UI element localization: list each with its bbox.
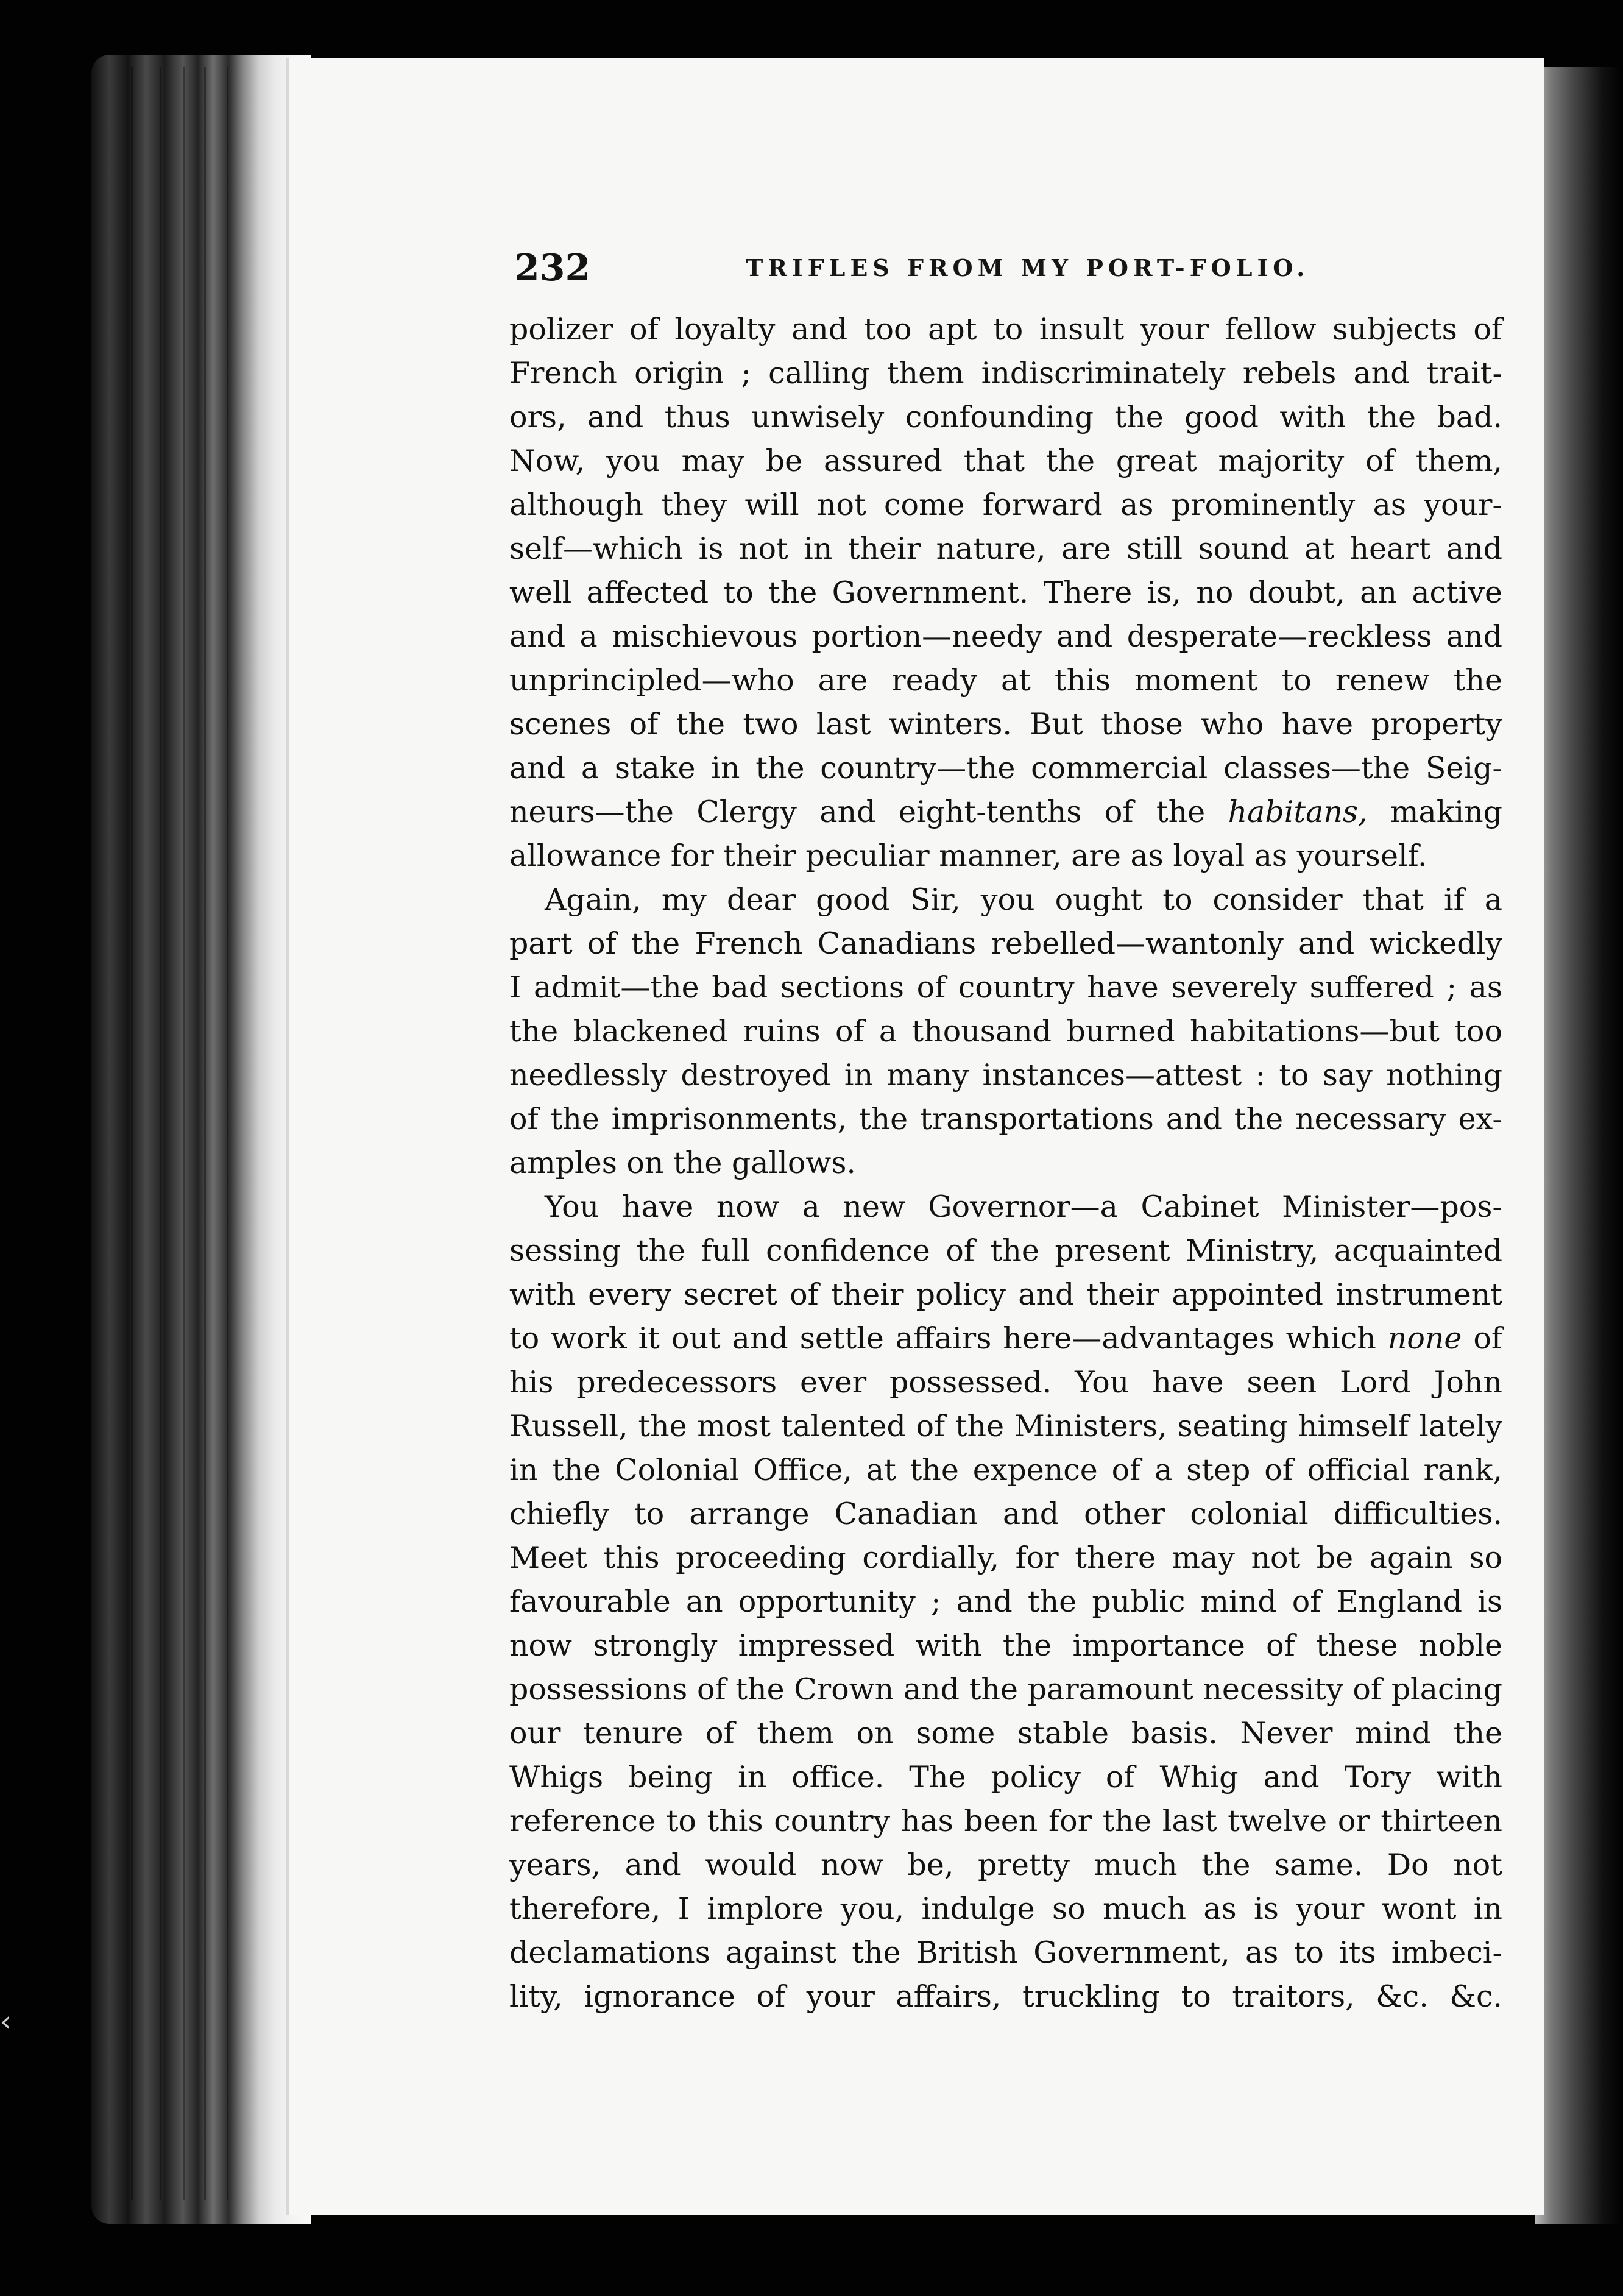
text-line: needlessly destroyed in many instances—attest : to say nothing [509,1058,1502,1093]
body-text [509,308,1502,2019]
text-line: our tenure of them on some stable basis. Never mind the [509,1716,1502,1751]
text-line: years, and would now be, pretty much the same. Do not [509,1848,1502,1882]
paragraph-start-line: You have now a new Governor—a Cabinet Minister—pos- [545,1189,1502,1224]
text-line: amples on the gallows. [509,1146,856,1180]
text-line: well affected to the Government. There is, no doubt, an active [509,575,1502,610]
italic-none: none [1387,1321,1462,1356]
text-line: in the Colonial Office, at the expence of a step of official rank, [509,1453,1502,1487]
text-line: lity, ignorance of your affairs, truckling to traitors, &c. &c. [509,1979,1502,2014]
text-line: part of the French Canadians rebelled—wantonly and wickedly [509,926,1502,961]
text-line: possessions of the Crown and the paramount necessity of placing [509,1672,1502,1707]
page-sheet [286,58,1544,2215]
text-segment: making [1367,795,1502,829]
text-line: of the imprisonments, the transportations and the necessary ex- [509,1102,1502,1136]
text-line: chiefly to arrange Canadian and other colonial difficulties. [509,1497,1502,1531]
text-line: French origin ; calling them indiscriminately rebels and trait- [509,356,1502,391]
page-edge-line [227,67,228,2200]
text-line: and a stake in the country—the commercial classes—the Seig- [509,751,1502,785]
text-line: ors, and thus unwisely confounding the good with the bad. [509,400,1502,434]
text-line: Whigs being in office. The policy of Whig and Tory with [509,1760,1502,1795]
text-line: declamations against the British Government, as to its imbeci- [509,1935,1502,1970]
text-line: his predecessors ever possessed. You have seen Lord John [509,1365,1502,1400]
text-line: Now, you may be assured that the great majority of them, [509,444,1502,478]
italic-habitans: habitans, [1228,795,1368,829]
margin-mark: ‹ [0,2005,12,2038]
running-head-title: TRIFLES FROM MY PORT-FOLIO. [746,254,1310,282]
text-line: I admit—the bad sections of country have severely suffered ; as [509,970,1502,1005]
text-segment: to work it out and settle affairs here—advantages which [509,1321,1388,1356]
book-page-edges [91,55,311,2224]
text-line: now strongly impressed with the importance of these noble [509,1628,1502,1663]
text-line: and a mischievous portion—needy and desperate—reckless and [509,619,1502,654]
page-edge-line [183,67,185,2200]
text-line-none [509,1317,1502,1361]
text-line: Russell, the most talented of the Ministers, seating himself lately [509,1409,1502,1444]
paragraph-start-line: Again, my dear good Sir, you ought to consider that if a [545,882,1502,917]
text-line: favourable an opportunity ; and the public mind of England is [509,1584,1502,1619]
text-line: reference to this country has been for the last twelve or thirteen [509,1804,1502,1838]
text-line: allowance for their peculiar manner, are as loyal as yourself. [509,838,1427,873]
page-edge-line [131,67,133,2200]
text-line: sessing the full confidence of the present Ministry, acquainted [509,1233,1502,1268]
page-edge-line [204,67,206,2200]
text-line-habitans [509,790,1502,834]
text-line: with every secret of their policy and their appointed instrument [509,1277,1502,1312]
text-line: although they will not come forward as prominently as your- [509,487,1502,522]
text-line: the blackened ruins of a thousand burned habitations—but too [509,1014,1502,1049]
text-segment: neurs—the Clergy and eight-tenths of the [509,795,1228,829]
text-line: self—which is not in their nature, are still sound at heart and [509,531,1502,566]
page-number: 232 [514,247,591,289]
text-line: polizer of loyalty and too apt to insult your fellow subjects of [509,312,1502,347]
text-line: unprincipled—who are ready at this moment to renew the [509,663,1502,698]
text-line: therefore, I implore you, indulge so much as is your wont in [509,1891,1502,1926]
binding-gutter [1535,67,1623,2224]
text-line: Meet this proceeding cordially, for there may not be again so [509,1540,1502,1575]
page-edge-line [160,67,161,2200]
running-head [514,241,1501,314]
text-segment: of [1462,1321,1502,1356]
text-line: scenes of the two last winters. But those who have property [509,707,1502,742]
